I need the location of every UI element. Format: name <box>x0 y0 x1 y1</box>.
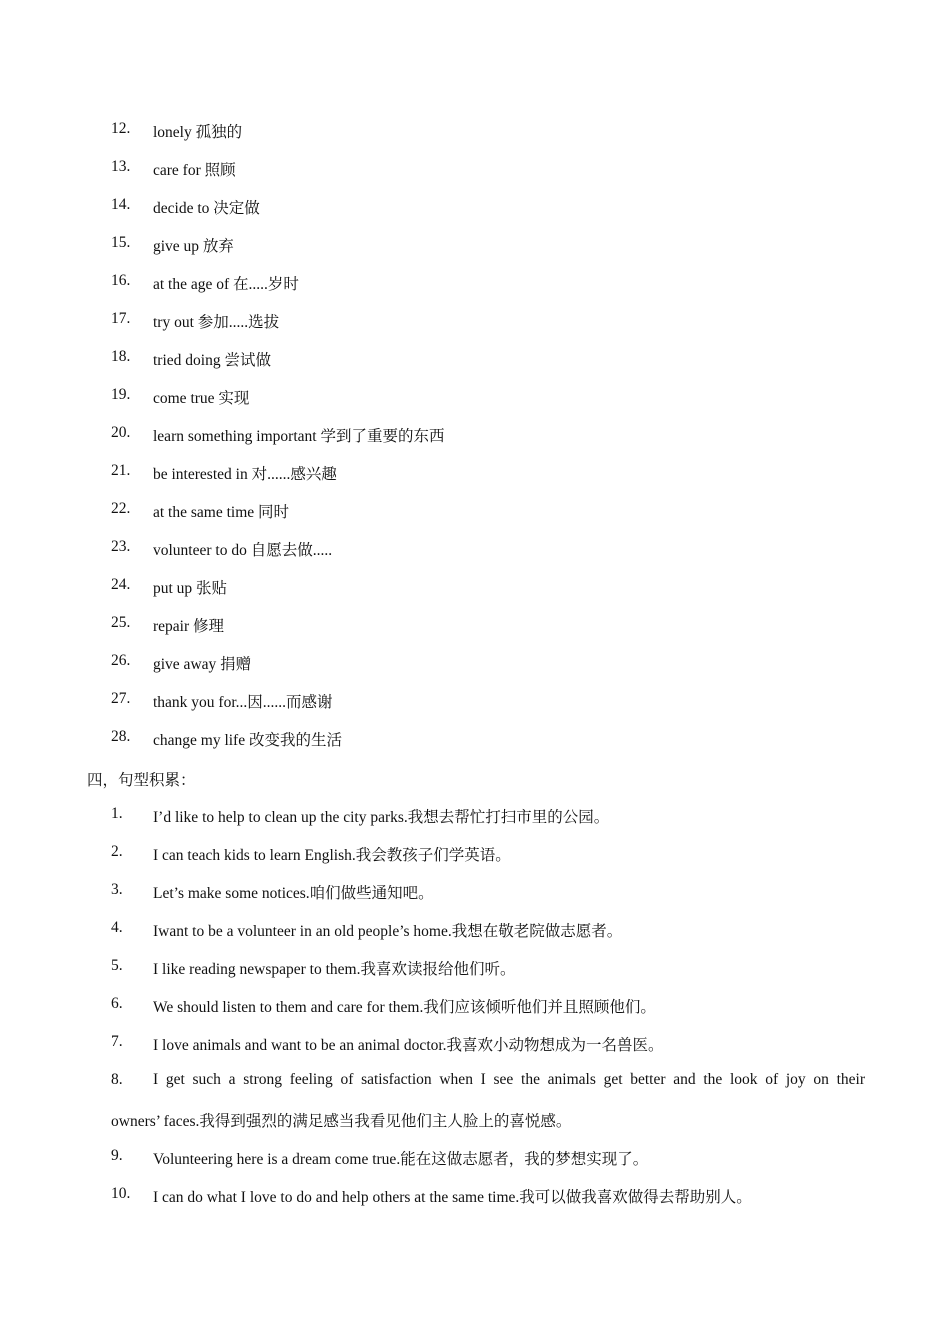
item-text: Volunteering here is a dream come true.能在这做志愿者，我的梦想实现了。 <box>153 1151 649 1168</box>
list-item <box>0 532 950 570</box>
list-item <box>0 266 950 304</box>
item-number: 28. <box>111 728 131 745</box>
item-text: learn something important 学到了重要的东西 <box>153 428 445 445</box>
item-number: 8. <box>111 1071 123 1088</box>
vocabulary-list <box>0 114 950 760</box>
sentence-list-end <box>0 1141 950 1217</box>
item-number: 16. <box>111 272 131 289</box>
sentence-list <box>0 799 950 1065</box>
item-text: change my life 改变我的生活 <box>153 732 342 749</box>
list-item <box>0 570 950 608</box>
item-text: I can teach kids to learn English.我会教孩子们学英语。 <box>153 847 511 864</box>
item-number: 23. <box>111 538 131 555</box>
item-text: at the age of 在.....岁时 <box>153 276 299 293</box>
list-item <box>0 646 950 684</box>
list-item <box>0 228 950 266</box>
item-number: 10. <box>111 1185 131 1202</box>
item-number: 9. <box>111 1147 123 1164</box>
item-number: 6. <box>111 995 123 1012</box>
list-item <box>0 342 950 380</box>
list-item <box>0 684 950 722</box>
item-number: 1. <box>111 805 123 822</box>
list-item <box>0 418 950 456</box>
item-text: give up 放弃 <box>153 238 234 255</box>
list-item <box>0 1179 950 1217</box>
item-text: repair 修理 <box>153 618 225 635</box>
item-number: 25. <box>111 614 131 631</box>
list-item <box>0 951 950 989</box>
item-number: 4. <box>111 919 123 936</box>
item-number: 19. <box>111 386 131 403</box>
item-number: 20. <box>111 424 131 441</box>
list-item <box>0 114 950 152</box>
list-item <box>0 608 950 646</box>
item-text: care for 照顾 <box>153 162 236 179</box>
item-text: at the same time 同时 <box>153 504 290 521</box>
list-item <box>0 837 950 875</box>
item-text: I like reading newspaper to them.我喜欢读报给他们听。 <box>153 961 516 978</box>
list-item <box>0 1027 950 1065</box>
item-text: decide to 决定做 <box>153 200 260 217</box>
item-number: 13. <box>111 158 131 175</box>
item-number: 21. <box>111 462 131 479</box>
item-number: 2. <box>111 843 123 860</box>
list-item <box>0 799 950 837</box>
item-number: 22. <box>111 500 131 517</box>
item-text: try out 参加.....选拔 <box>153 314 280 331</box>
item-text: I love animals and want to be an animal doctor.我喜欢小动物想成为一名兽医。 <box>153 1037 664 1054</box>
item-number: 12. <box>111 120 131 137</box>
item-text-line-2: owners’ faces.我得到强烈的满足感当我看见他们主人脸上的喜悦感。 <box>111 1113 572 1130</box>
item-number: 24. <box>111 576 131 593</box>
list-item <box>0 304 950 342</box>
item-number: 18. <box>111 348 131 365</box>
list-item <box>0 152 950 190</box>
item-text-line-1: I get such a strong feeling of satisfaction when I see the animals get better and the look of joy on their <box>153 1071 865 1088</box>
item-text: lonely 孤独的 <box>153 124 243 141</box>
item-number: 3. <box>111 881 123 898</box>
section-heading: 四，句型积累： <box>87 772 196 789</box>
item-text: tried doing 尝试做 <box>153 352 271 369</box>
item-number: 5. <box>111 957 123 974</box>
list-item <box>0 456 950 494</box>
list-item <box>0 989 950 1027</box>
item-text: I’d like to help to clean up the city parks.我想去帮忙打扫市里的公园。 <box>153 809 610 826</box>
list-item <box>0 494 950 532</box>
item-text: be interested in 对......感兴趣 <box>153 466 337 483</box>
list-item <box>0 380 950 418</box>
item-number: 27. <box>111 690 131 707</box>
item-number: 17. <box>111 310 131 327</box>
item-text: Iwant to be a volunteer in an old people’s home.我想在敬老院做志愿者。 <box>153 923 623 940</box>
list-item <box>0 913 950 951</box>
item-number: 14. <box>111 196 131 213</box>
list-item <box>0 722 950 760</box>
item-text: put up 张贴 <box>153 580 228 597</box>
list-item <box>0 190 950 228</box>
item-text: give away 捐赠 <box>153 656 252 673</box>
item-text: volunteer to do 自愿去做..... <box>153 542 333 559</box>
item-number: 26. <box>111 652 131 669</box>
item-text: come true 实现 <box>153 390 250 407</box>
item-number: 15. <box>111 234 131 251</box>
item-text: Let’s make some notices.咱们做些通知吧。 <box>153 885 434 902</box>
item-text: We should listen to them and care for them.我们应该倾听他们并且照顾他们。 <box>153 999 656 1016</box>
list-item <box>0 875 950 913</box>
list-item <box>0 1141 950 1179</box>
item-text: I can do what I love to do and help others at the same time.我可以做我喜欢做得去帮助别人。 <box>153 1189 752 1206</box>
item-number: 7. <box>111 1033 123 1050</box>
item-text: thank you for...因......而感谢 <box>153 694 333 711</box>
